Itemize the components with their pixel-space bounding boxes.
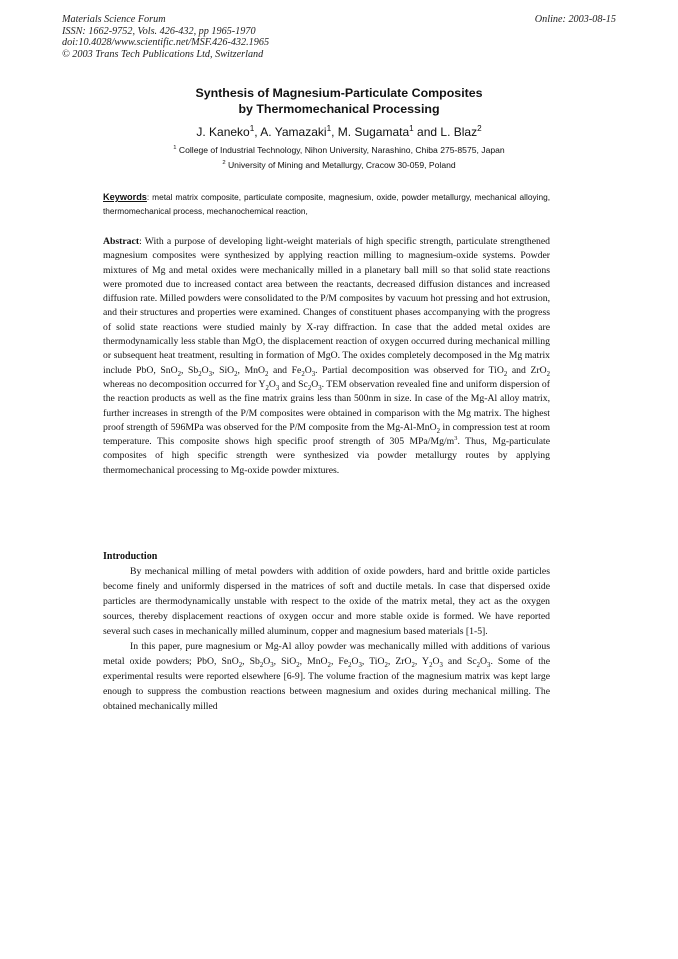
introduction-paragraph-2: In this paper, pure magnesium or Mg-Al alloy powder was mechanically milled with additions of various metal oxide powders; PbO, SnO$_2$, $Sb_2O_3$, SiO$_2$, MnO$_2$, $Fe_2O_3$, TiO$_2$, ZrO$_2$, $Y_2O_3$ and $Sc_2O_3$. Some of the experimental results were reported elsewhere [6-9]. The volume fraction of the magnesium matrix was kept large enough to suppress the combustion reactions between magnesium and oxides during mechanical milling. The obtained mechanically milled [103, 641, 551, 712]
affiliation-mark: 2 [222, 160, 226, 167]
abstract-text: , MnO [237, 364, 266, 376]
abstract-text: O [304, 364, 312, 376]
affiliation-2 [0, 160, 678, 171]
author-name: J. Kaneko [196, 125, 250, 139]
abstract-text: : With a purpose of developing light-weight materials of high specific strength, particulate strengthened magnesium composites were synthesized by applying reaction milling to magnesium-oxide systems. Powder mixtures of Mg and metal oxides were mechanically milled in a planetary ball mill so that solid state reactions were promoted due to increased contact area between the reactants, decreased diffusion distances and increased diffusion rate. Milled powders were consolidated to the P/M composites by vacuum hot pressing and hot extrusion, and their structures and properties were examined. Changes of constituent phases accompanying with the progress of solid state reactions were studied mainly by X-ray diffraction. In case that the added metal oxides are thermodynamically less stable than MgO, the displacement reaction of oxygen occurred during mechanical milling or subsequent heat treatment, resulting in formation of MgO. The oxides completely decomposed in the Mg matrix include PbO, SnO [103, 236, 550, 376]
online-date: Online: 2003-08-15 [534, 14, 616, 25]
intro-text: , Fe [330, 656, 349, 667]
author-name: L. Blaz [440, 125, 478, 139]
keywords-text: : metal matrix composite, particulate composite, magnesium, oxide, powder metallurgy, mechanical alloying, thermomechanical process, mechanochemical reaction, [103, 192, 550, 216]
abstract-text: . Partial decomposition was observed for TiO [315, 364, 504, 376]
keywords [103, 190, 550, 218]
intro-text: , SiO [273, 656, 297, 667]
journal-copyright: © 2003 Trans Tech Publications Ltd, Switzerland [62, 48, 264, 60]
affiliation-text: University of Mining and Metallurgy, Cracow 30-059, Poland [227, 160, 456, 170]
abstract-text: , Sb [181, 364, 199, 376]
affiliation-text: College of Industrial Technology, Nihon University, Narashino, Chiba 275-8575, Japan [178, 145, 505, 155]
intro-text: , ZrO [387, 656, 412, 667]
abstract-text: O [311, 378, 319, 390]
author-separator: , [254, 125, 261, 139]
author-separator: , [331, 125, 338, 139]
author-list [0, 125, 678, 139]
introduction-body [103, 564, 550, 714]
keywords-label: Keywords [103, 192, 147, 202]
abstract-text: . Thus, Mg-particulate composites of high specific strength were synthesized via powder metallurgy routes by applying thermomechanical processing to Mg-oxide powder mixtures. [103, 436, 550, 476]
intro-text: , Sb [242, 656, 260, 667]
journal-issn: ISSN: 1662-9752, Vols. 426-432, pp 1965-1970 [62, 25, 256, 37]
abstract-text: . TEM observation revealed fine and uniform dispersion of the reaction products as well as the fine matrix grains less than 500nm in size. In case of the Mg-Al alloy matrix, further increases in strength of the P/M composites were obtained in comparison with the Mg matrix. The highest proof strength of 596MPa was observed for the P/M composite from the Mg-Al-MnO [103, 378, 550, 433]
abstract-text: , SiO [212, 364, 235, 376]
author-name: M. Sugamata [337, 125, 410, 139]
intro-text: , MnO [299, 656, 328, 667]
intro-text: O [263, 656, 271, 667]
author-affiliation-mark: 1 [326, 124, 332, 133]
abstract-text: whereas no decomposition occurred for Y [103, 378, 266, 390]
section-heading: Introduction [103, 551, 158, 562]
author-separator: and [413, 125, 441, 139]
author-affiliation-mark: 1 [409, 124, 414, 133]
intro-text: , TiO [361, 656, 385, 667]
abstract-text: and Fe [268, 364, 302, 376]
intro-text: , Y [414, 656, 430, 667]
introduction-paragraph-1: By mechanical milling of metal powders with addition of oxide powders, hard and brittle oxide particles become finely and uniformly dispersed in the matrices of soft and ductile metals. In case that dispersed oxide particles are thermodynamically unstable with respect to the oxide of the matrix metal, they act as the oxygen sources, thereby displacement reactions of oxygen occur and more stable oxide is formed. We have reported several such cases in mechanically milled aluminum, copper and magnesium based materials [1-5]. [103, 566, 550, 637]
intro-text: O [351, 656, 359, 667]
author-name: A. Yamazaki [260, 125, 327, 139]
abstract-label: Abstract [103, 236, 140, 247]
title-line-2: by Thermomechanical Processing [238, 101, 440, 116]
abstract: Abstract: With a purpose of developing light-weight materials of high specific strength, particulate strengthened magnesium composites were synthesized by applying reaction milling to magnesium-oxide systems. Powder mixtures of Mg and metal oxides were mechanically milled in a planetary ball mill so that solid state reactions were promoted due to increased contact area between the reactants, decreased diffusion distances and increased diffusion rate. Milled powders were consolidated to the P/M composites by vacuum hot pressing and hot extrusion, and their structures and properties were examined. Changes of constituent phases accompanying with the progress of solid state reactions were studied mainly by X-ray diffraction. In case that the added metal oxides are thermodynamically less stable than MgO, the displacement reaction of oxygen occurred during mechanical milling or subsequent heat treatment, resulting in formation of MgO. The oxides completely decomposed in the Mg matrix include PbO, SnO$_2$, $Sb_2O_3$, SiO$_2$, MnO$_2$ and $Fe_2O_3$. Partial decomposition was observed for TiO$_2$ and ZrO$_2$ whereas no decomposition occurred for $Y_2O_3$ and $Sc_2O_3$. TEM observation revealed fine and uniform dispersion of the reaction products as well as the fine matrix grains less than 500nm in size. In case of the Mg-Al alloy matrix, further increases in strength of the P/M composites were obtained in comparison with the Mg matrix. The highest proof strength of 596MPa was observed for the P/M composite from the Mg-Al-MnO$_2$ in compression test at room temperature. This composite shows high specific proof strength of 305 MPa/$Mg/m^3$. Thus, Mg-particulate composites of high specific strength were synthesized via powder metallurgy routes by applying thermomechanical processing to Mg-oxide powder mixtures. [103, 236, 551, 476]
intro-text: . Some of the experimental results were reported elsewhere [6-9]. The volume fraction of the magnesium matrix was kept large enough to suppress the combustion reactions between magnesium and oxides during mechanical milling. The obtained mechanically milled [103, 656, 551, 712]
intro-text: O [480, 656, 488, 667]
journal-header [62, 14, 402, 60]
intro-text: O [432, 656, 440, 667]
author-affiliation-mark: 2 [477, 124, 482, 133]
title-line-1: Synthesis of Magnesium-Particulate Composites [195, 86, 483, 100]
affiliation-mark: 1 [173, 145, 177, 152]
abstract-text: and ZrO [507, 364, 547, 376]
intro-text: and Sc [442, 656, 477, 667]
intro-text: In this paper, pure magnesium or Mg-Al alloy powder was mechanically milled with additions of various metal oxide powders; PbO, SnO [103, 641, 550, 667]
abstract-text: in compression test at room temperature. This composite shows high specific proof strength of 305 MPa/Mg/m [103, 421, 550, 448]
journal-name: Materials Science Forum [62, 14, 166, 25]
journal-doi: doi:10.4028/www.scientific.net/MSF.426-432.1965 [62, 37, 270, 49]
abstract-text: O [268, 378, 276, 390]
paper-title [0, 86, 678, 117]
author-affiliation-mark: 1 [249, 124, 255, 133]
affiliation-1 [0, 145, 678, 156]
abstract-text: and Sc [279, 378, 308, 390]
abstract-text: O [201, 364, 209, 376]
